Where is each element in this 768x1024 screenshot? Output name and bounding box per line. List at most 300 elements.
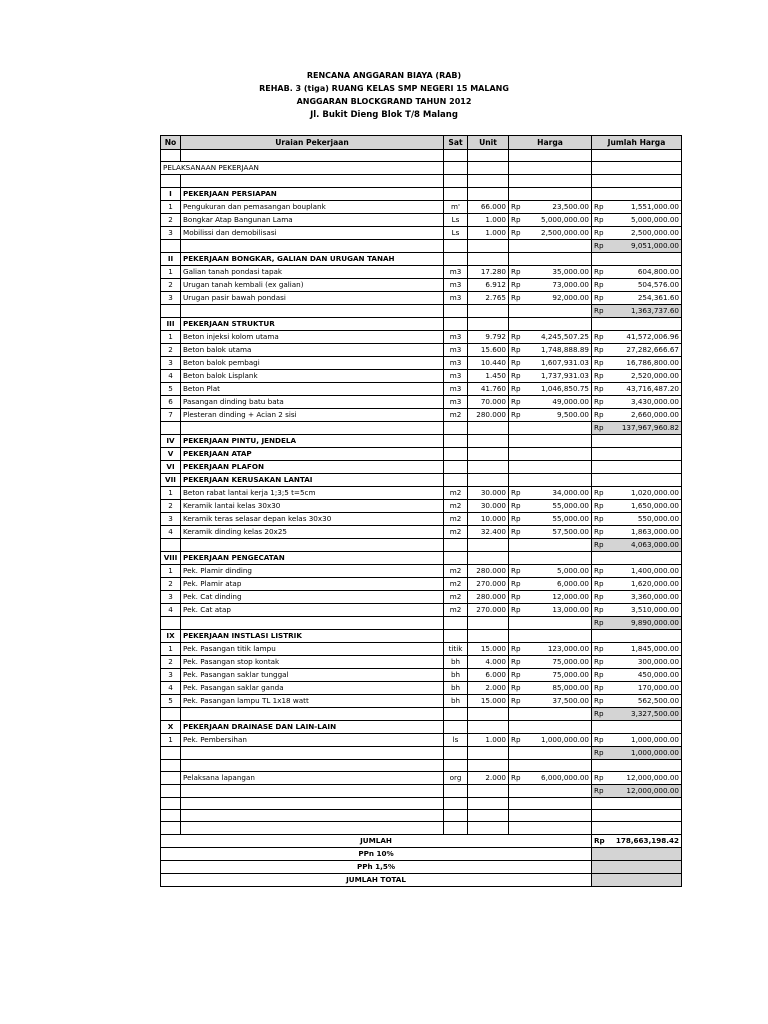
price-currency: Rp [509,408,524,421]
item-price: 57,500.00 [524,525,592,538]
total-currency: Rp [592,642,607,655]
table-row [161,771,682,784]
item-price: 75,000.00 [524,655,592,668]
table-totals [161,834,682,886]
table-row [161,564,682,577]
cell-sat [444,460,468,473]
item-price: 13,000.00 [524,603,592,616]
item-number: 2 [161,343,181,356]
subtotal-value: 3,327,500.00 [607,707,682,720]
total-currency: Rp [592,278,607,291]
total-currency: Rp [592,499,607,512]
cell-price [509,810,592,822]
cell-total [592,447,682,460]
item-number: 2 [161,278,181,291]
table-row [161,512,682,525]
item-unit-type: Ls [444,226,468,239]
table-row [161,486,682,499]
item-total: 1,863,000.00 [607,525,682,538]
cell-sat [444,707,468,720]
item-description: Pek. Pasangan stop kontak [181,655,444,668]
section-row [161,252,682,265]
cell-sat [444,759,468,771]
cell-sat [444,551,468,564]
total-value: 178,663,198.42 [607,834,682,847]
price-currency: Rp [509,382,524,395]
subtotal-value: 12,000,000.00 [607,784,682,797]
cell-sat [444,421,468,434]
table-header-row [161,136,682,150]
item-number: 3 [161,668,181,681]
item-description: Beton Plat [181,382,444,395]
price-currency: Rp [509,655,524,668]
total-value-empty [592,847,682,860]
subtotal-row [161,239,682,252]
subtotal-value: 137,967,960.82 [607,421,682,434]
total-currency: Rp [592,694,607,707]
item-price: 92,000.00 [524,291,592,304]
cell-price [509,187,592,200]
item-number: 3 [161,590,181,603]
item-description: Pek. Pasangan lampu TL 1x18 watt [181,694,444,707]
cell-sat [444,538,468,551]
total-row [161,834,682,847]
cell-no [161,421,181,434]
cell-sat [444,187,468,200]
price-currency: Rp [509,590,524,603]
price-currency: Rp [509,642,524,655]
item-price: 73,000.00 [524,278,592,291]
cell-unit [468,175,509,187]
subtotal-value: 9,890,000.00 [607,616,682,629]
item-total: 27,282,666.67 [607,343,682,356]
total-label: JUMLAH [161,834,592,847]
document-title-block [0,69,768,122]
item-price: 2,500,000.00 [524,226,592,239]
cell-unit [468,720,509,733]
price-currency: Rp [509,278,524,291]
item-description: Pek. Cat dinding [181,590,444,603]
item-number: 6 [161,395,181,408]
item-description: Keramik dinding kelas 20x25 [181,525,444,538]
section-number: III [161,317,181,330]
item-price: 35,000.00 [524,265,592,278]
section-row [161,551,682,564]
cell-price [509,551,592,564]
table-row [161,499,682,512]
item-price: 1,607,931.03 [524,356,592,369]
section-number: I [161,187,181,200]
section-title: PEKERJAAN STRUKTUR [181,317,444,330]
item-quantity: 6.912 [468,278,509,291]
item-total: 1,000,000.00 [607,733,682,746]
item-unit-type: m3 [444,278,468,291]
cell-unit [468,746,509,759]
cell-price [509,150,592,162]
item-description: Pek. Pasangan saklar tunggal [181,668,444,681]
item-price: 1,046,850.75 [524,382,592,395]
item-price: 5,000.00 [524,564,592,577]
subtotal-row [161,304,682,317]
total-row [161,860,682,873]
cell-price [509,784,592,797]
item-unit-type: m3 [444,265,468,278]
item-quantity: 9.792 [468,330,509,343]
item-number: 2 [161,655,181,668]
cell-desc [181,784,444,797]
cell-unit [468,187,509,200]
item-quantity: 15.000 [468,642,509,655]
item-unit-type: bh [444,668,468,681]
cell-unit [468,797,509,809]
cell-sat [444,150,468,162]
cell-unit [468,551,509,564]
total-row [161,847,682,860]
item-number: 1 [161,330,181,343]
total-label: PPn 10% [161,847,592,860]
cell-total [592,252,682,265]
cell-price [509,175,592,187]
total-label: JUMLAH TOTAL [161,873,592,886]
subtotal-currency: Rp [592,304,607,317]
total-currency: Rp [592,408,607,421]
table-row [161,382,682,395]
subtotal-currency: Rp [592,421,607,434]
item-total: 254,361.60 [607,291,682,304]
item-unit-type: bh [444,655,468,668]
total-currency: Rp [592,213,607,226]
cell-price [509,746,592,759]
item-quantity: 2.000 [468,681,509,694]
cell-price [509,629,592,642]
item-description: Pelaksana lapangan [181,771,444,784]
cell-desc [181,797,444,809]
item-unit-type: m3 [444,343,468,356]
item-unit-type: m3 [444,330,468,343]
label-text: PELAKSANAAN PEKERJAAN [161,162,444,175]
item-price: 1,737,931.03 [524,369,592,382]
cell-unit [468,629,509,642]
price-currency: Rp [509,200,524,213]
item-total: 604,800.00 [607,265,682,278]
cell-no [161,784,181,797]
total-currency: Rp [592,343,607,356]
item-unit-type: ls [444,733,468,746]
cell-desc [181,239,444,252]
rab-table [160,135,682,887]
price-currency: Rp [509,512,524,525]
cell-desc [181,759,444,771]
cell-unit [468,810,509,822]
item-number: 1 [161,564,181,577]
section-row [161,720,682,733]
table-row [161,330,682,343]
item-quantity: 66.000 [468,200,509,213]
total-currency: Rp [592,382,607,395]
item-description: Pengukuran dan pemasangan bouplank [181,200,444,213]
item-unit-type: m2 [444,486,468,499]
item-total: 1,400,000.00 [607,564,682,577]
cell-total [592,187,682,200]
blank-row [161,797,682,809]
header-harga: Harga [509,136,592,150]
subtotal-currency: Rp [592,707,607,720]
subtotal-value: 9,051,000.00 [607,239,682,252]
price-currency: Rp [509,681,524,694]
item-quantity: 6.000 [468,668,509,681]
item-quantity: 15.000 [468,694,509,707]
table-row [161,369,682,382]
section-title: PEKERJAAN PLAFON [181,460,444,473]
cell-sat [444,304,468,317]
cell-no [161,304,181,317]
total-currency: Rp [592,369,607,382]
cell-desc [181,304,444,317]
item-unit-type: m3 [444,356,468,369]
item-price: 12,000.00 [524,590,592,603]
section-number: V [161,447,181,460]
table-row [161,694,682,707]
item-quantity: 280.000 [468,408,509,421]
cell-unit [468,759,509,771]
cell-unit [468,162,509,175]
item-unit-type: m' [444,200,468,213]
blank-row [161,822,682,834]
cell-total [592,720,682,733]
item-quantity: 10.000 [468,512,509,525]
cell-price [509,473,592,486]
item-price: 9,500.00 [524,408,592,421]
cell-total [592,150,682,162]
item-total: 1,551,000.00 [607,200,682,213]
section-title: PEKERJAAN BONGKAR, GALIAN DAN URUGAN TANAH [181,252,444,265]
cell-desc [181,150,444,162]
cell-sat [444,810,468,822]
subtotal-row [161,421,682,434]
item-description: Pek. Plamir dinding [181,564,444,577]
item-unit-type: Ls [444,213,468,226]
item-number: 1 [161,733,181,746]
item-quantity: 1.000 [468,213,509,226]
price-currency: Rp [509,265,524,278]
cell-sat [444,746,468,759]
total-currency: Rp [592,577,607,590]
section-number: VIII [161,551,181,564]
cell-unit [468,473,509,486]
item-number: 5 [161,382,181,395]
cell-total [592,797,682,809]
item-description: Galian tanah pondasi tapak [181,265,444,278]
item-quantity: 1.450 [468,369,509,382]
table-row [161,356,682,369]
cell-price [509,239,592,252]
cell-sat [444,473,468,486]
item-total: 550,000.00 [607,512,682,525]
header-jumlah-harga: Jumlah Harga [592,136,682,150]
subtotal-row [161,616,682,629]
cell-total [592,810,682,822]
document-budget-year: ANGGARAN BLOCKGRAND TAHUN 2012 [296,97,472,106]
total-currency: Rp [592,771,607,784]
cell-no [161,150,181,162]
price-currency: Rp [509,499,524,512]
section-row [161,317,682,330]
cell-no [161,746,181,759]
cell-unit [468,447,509,460]
subtotal-currency: Rp [592,784,607,797]
total-currency: Rp [592,564,607,577]
item-total: 41,572,006.96 [607,330,682,343]
price-currency: Rp [509,291,524,304]
table-row [161,681,682,694]
item-total: 1,845,000.00 [607,642,682,655]
item-unit-type: m2 [444,499,468,512]
item-number: 4 [161,603,181,616]
price-currency: Rp [509,330,524,343]
cell-price [509,707,592,720]
cell-sat [444,239,468,252]
item-quantity: 32.400 [468,525,509,538]
cell-no [161,759,181,771]
item-unit-type: m3 [444,382,468,395]
subtotal-value: 1,000,000.00 [607,746,682,759]
total-currency: Rp [592,834,607,847]
item-unit-type: m3 [444,395,468,408]
section-row [161,434,682,447]
document-subtitle: REHAB. 3 (tiga) RUANG KELAS SMP NEGERI 15 MALANG [259,84,509,93]
price-currency: Rp [509,668,524,681]
cell-unit [468,150,509,162]
total-currency: Rp [592,525,607,538]
item-total: 2,660,000.00 [607,408,682,421]
section-title: PEKERJAAN DRAINASE DAN LAIN-LAIN [181,720,444,733]
total-currency: Rp [592,655,607,668]
item-total: 1,620,000.00 [607,577,682,590]
price-currency: Rp [509,356,524,369]
section-number: IX [161,629,181,642]
item-number: 3 [161,226,181,239]
cell-sat [444,784,468,797]
item-description: Bongkar Atap Bangunan Lama [181,213,444,226]
item-unit-type: bh [444,694,468,707]
cell-no [161,810,181,822]
subtotal-value: 4,063,000.00 [607,538,682,551]
total-currency: Rp [592,681,607,694]
item-unit-type: m2 [444,408,468,421]
table-row [161,213,682,226]
price-currency: Rp [509,771,524,784]
cell-no [161,538,181,551]
item-number: 2 [161,577,181,590]
cell-no [161,175,181,187]
item-price: 4,245,507.25 [524,330,592,343]
table-row [161,291,682,304]
blank-row [161,175,682,187]
item-description: Mobilissi dan demobilisasi [181,226,444,239]
cell-total [592,460,682,473]
item-number: 1 [161,265,181,278]
item-description: Urugan pasir bawah pondasi [181,291,444,304]
cell-price [509,304,592,317]
item-price: 1,748,888.89 [524,343,592,356]
table-row [161,395,682,408]
cell-sat [444,317,468,330]
total-currency: Rp [592,512,607,525]
table-row [161,408,682,421]
item-quantity: 280.000 [468,564,509,577]
header-unit: Unit [468,136,509,150]
blank-row [161,759,682,771]
item-number: 5 [161,694,181,707]
price-currency: Rp [509,226,524,239]
cell-price [509,421,592,434]
cell-no [161,616,181,629]
item-unit-type: m2 [444,525,468,538]
blank-row [161,150,682,162]
cell-unit [468,784,509,797]
item-unit-type: m2 [444,512,468,525]
item-unit-type: m2 [444,577,468,590]
item-quantity: 270.000 [468,603,509,616]
table-row [161,655,682,668]
table-body [161,150,682,835]
item-price: 85,000.00 [524,681,592,694]
item-price: 37,500.00 [524,694,592,707]
section-title: PEKERJAAN ATAP [181,447,444,460]
item-total: 43,716,487.20 [607,382,682,395]
item-quantity: 15.600 [468,343,509,356]
table-row [161,525,682,538]
item-description: Pek. Plamir atap [181,577,444,590]
item-description: Urugan tanah kembali (ex galian) [181,278,444,291]
cell-desc [181,810,444,822]
section-row [161,460,682,473]
table-row [161,668,682,681]
item-unit-type: m2 [444,590,468,603]
total-currency: Rp [592,486,607,499]
item-price: 75,000.00 [524,668,592,681]
price-currency: Rp [509,369,524,382]
item-unit-type: m2 [444,603,468,616]
blank-row [161,810,682,822]
document-address: Jl. Bukit Dieng Blok T/8 Malang [310,110,458,120]
subtotal-value: 1,363,737.60 [607,304,682,317]
cell-price [509,616,592,629]
cell-sat [444,434,468,447]
item-total: 16,786,800.00 [607,356,682,369]
item-price: 55,000.00 [524,499,592,512]
item-unit-type: titik [444,642,468,655]
item-description: Plesteran dinding + Acian 2 sisi [181,408,444,421]
price-currency: Rp [509,603,524,616]
label-row [161,162,682,175]
total-currency: Rp [592,603,607,616]
cell-price [509,720,592,733]
table-row [161,278,682,291]
cell-total [592,473,682,486]
cell-price [509,538,592,551]
section-row [161,473,682,486]
item-quantity: 41.760 [468,382,509,395]
total-value-empty [592,873,682,886]
table-row [161,733,682,746]
cell-total [592,175,682,187]
item-total: 300,000.00 [607,655,682,668]
cell-sat [444,616,468,629]
item-price: 123,000.00 [524,642,592,655]
cell-desc [181,175,444,187]
section-title: PEKERJAAN PINTU, JENDELA [181,434,444,447]
